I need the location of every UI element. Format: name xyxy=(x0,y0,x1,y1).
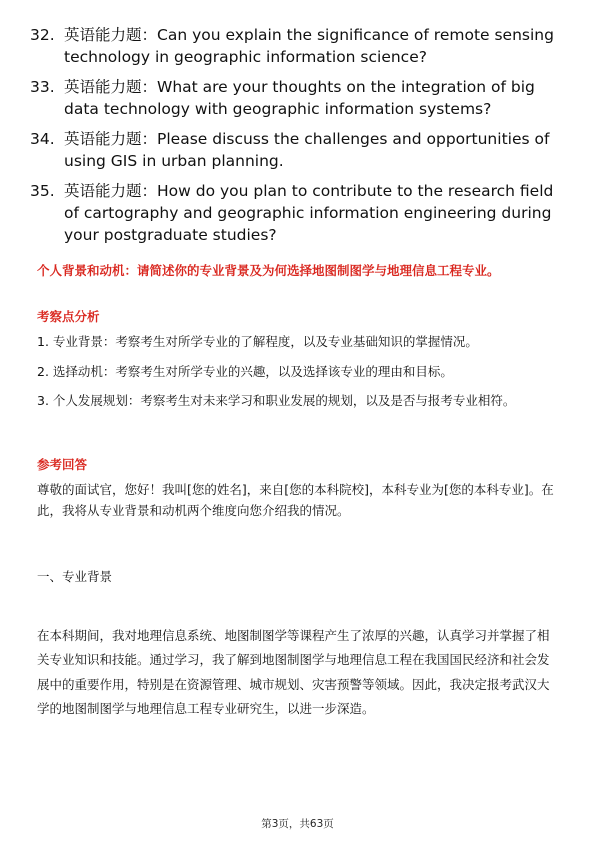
question-number: 33. xyxy=(30,78,55,96)
question-text: 英语能力题：How do you plan to contribute to the research field of cartography and geographic information engineering during your postgraduate studies? xyxy=(64,182,554,244)
question-text: 英语能力题：Can you explain the significance of remote sensing technology in geographic information science? xyxy=(64,26,554,66)
question-text: 英语能力题：What are your thoughts on the integration of big data technology with geographic information systems? xyxy=(64,78,535,118)
page-number: 第3页，共63页 xyxy=(261,818,334,830)
question-list xyxy=(30,24,570,254)
answer-heading: 参考回答 xyxy=(37,457,88,472)
question-item xyxy=(30,128,570,172)
question-item xyxy=(30,76,570,120)
question-number: 32. xyxy=(30,26,55,44)
answer-paragraph: 在本科期间，我对地理信息系统、地图制图学等课程产生了浓厚的兴趣，认真学习并掌握了相关专业知识和技能。通过学习，我了解到地图制图学与地理信息工程在我国国民经济和社会发展中的重要作用，特别是在资源管理、城市规划、灾害预警等领域。因此，我决定报考武汉大学的地图制图学与地理信息工程专业研究生，以进一步深造。 xyxy=(37,628,550,717)
main-question-heading: 个人背景和动机：请简述你的专业背景及为何选择地图制图学与地理信息工程专业。 xyxy=(37,263,500,278)
answer-intro: 尊敬的面试官，您好！我叫[您的姓名]，来自[您的本科院校]，本科专业为[您的本科专业]。在此，我将从专业背景和动机两个维度向您介绍我的情况。 xyxy=(37,482,554,518)
question-number: 35. xyxy=(30,182,55,200)
analysis-item: 1. 专业背景：考察考生对所学专业的了解程度，以及专业基础知识的掌握情况。 xyxy=(37,334,478,349)
question-number: 34. xyxy=(30,130,55,148)
question-item xyxy=(30,24,570,68)
analysis-item: 3. 个人发展规划：考察考生对未来学习和职业发展的规划，以及是否与报考专业相符。 xyxy=(37,393,516,408)
question-item xyxy=(30,180,570,246)
question-text: 英语能力题：Please discuss the challenges and opportunities of using GIS in urban planning. xyxy=(64,130,550,170)
analysis-item: 2. 选择动机：考察考生对所学专业的兴趣，以及选择该专业的理由和目标。 xyxy=(37,364,453,379)
analysis-heading: 考察点分析 xyxy=(37,309,100,324)
answer-section-title: 一、专业背景 xyxy=(37,569,113,584)
